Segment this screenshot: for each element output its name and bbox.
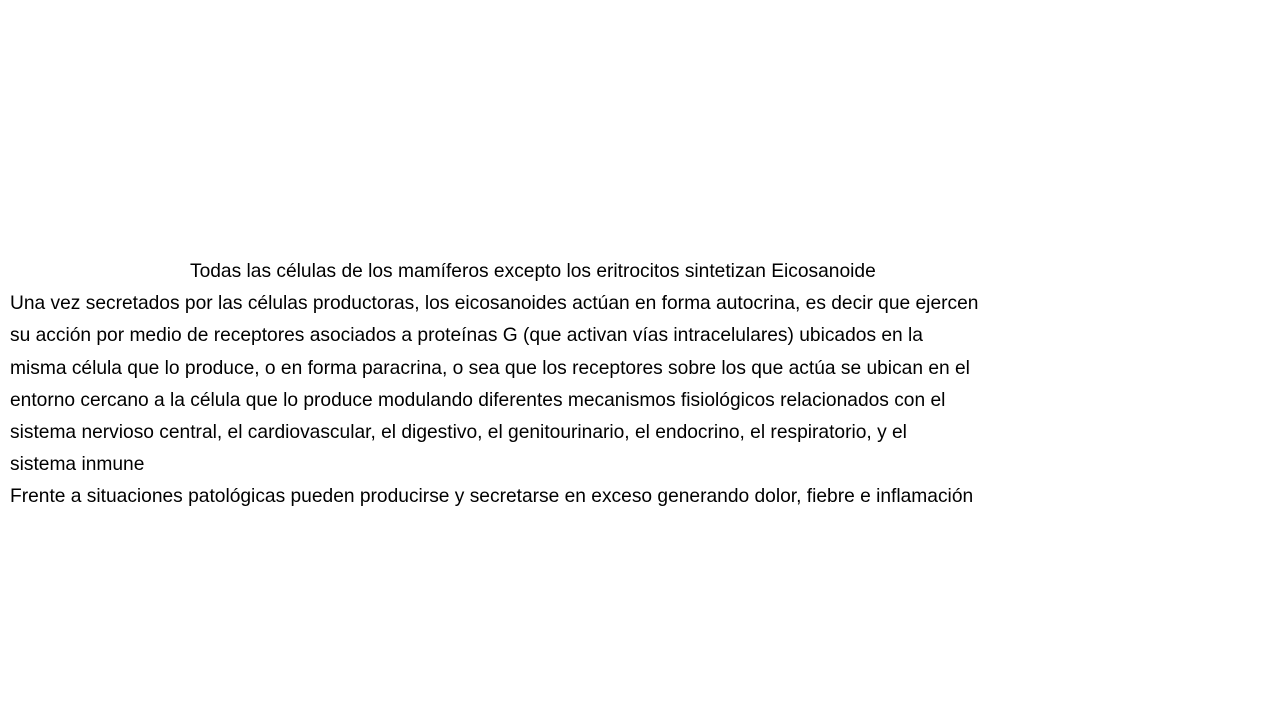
paragraph-1-line: Una vez secretados por las células productoras, los eicosanoides actúan en forma autocrina, es decir que ejercen: [10, 293, 979, 315]
paragraph-2: Frente a situaciones patológicas pueden producirse y secretarse en exceso generando dolor, fiebre e inflamación: [10, 486, 974, 508]
text-block: [10, 256, 1272, 514]
paragraph-1-line: misma célula que lo produce, o en forma paracrina, o sea que los receptores sobre los que actúa se ubican en el: [10, 357, 970, 379]
paragraph-1-line: su acción por medio de receptores asociados a proteínas G (que activan vías intracelulares) ubicados en la: [10, 325, 923, 347]
slide-title: Todas las células de los mamíferos excepto los eritrocitos sintetizan Eicosanoide: [190, 261, 876, 282]
paragraph-1-line: sistema nervioso central, el cardiovascular, el digestivo, el genitourinario, el endocrino, el respiratorio, y el: [10, 422, 907, 444]
paragraph-1-line: sistema inmune: [10, 454, 145, 476]
paragraph-1-line: entorno cercano a la célula que lo produce modulando diferentes mecanismos fisiológicos relacionados con el: [10, 389, 946, 411]
